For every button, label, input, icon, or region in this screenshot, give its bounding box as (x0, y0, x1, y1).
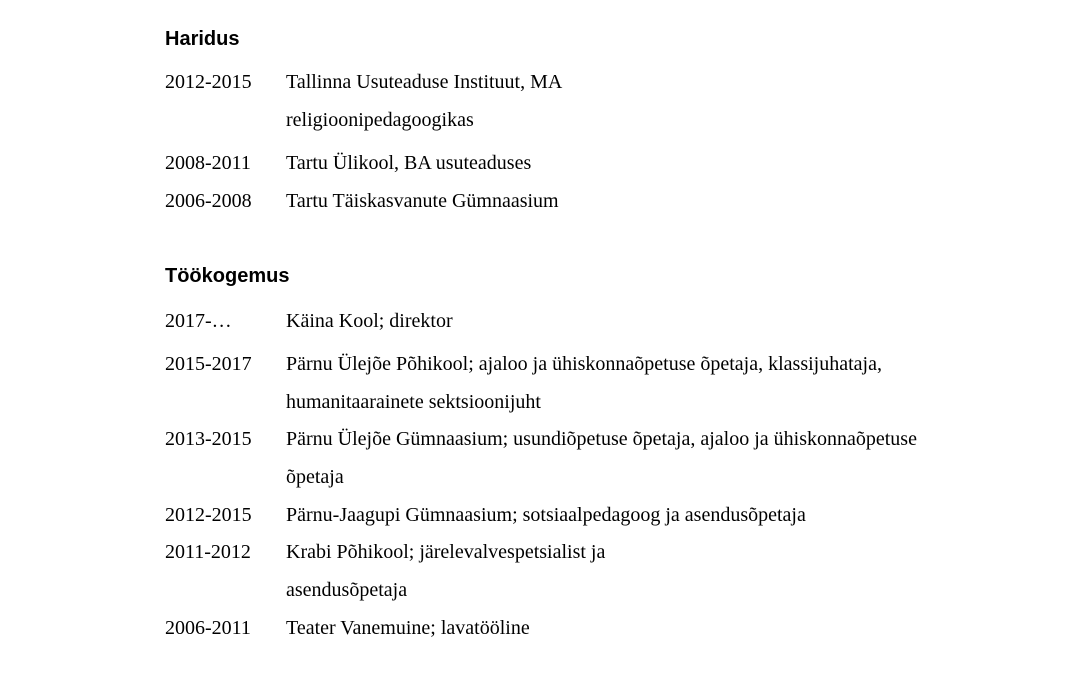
entry-years: 2006-2011 (165, 617, 251, 639)
entry-years: 2006-2008 (165, 190, 252, 212)
entry-text: humanitaarainete sektsioonijuht (286, 391, 541, 413)
entry-text: Krabi Põhikool; järelevalvespetsialist ja (286, 541, 606, 563)
entry-years: 2012-2015 (165, 504, 252, 526)
experience-heading: Töökogemus (165, 265, 290, 287)
education-heading: Haridus (165, 28, 240, 50)
entry-text: Tartu Ülikool, BA usuteaduses (286, 152, 532, 174)
entry-text: asendusõpetaja (286, 579, 408, 601)
entry-text: religioonipedagoogikas (286, 109, 474, 131)
entry-text: Teater Vanemuine; lavatööline (286, 617, 530, 639)
entry-text: Pärnu Ülejõe Põhikool; ajaloo ja ühiskonnaõpetuse õpetaja, klassijuhataja, (286, 353, 882, 375)
entry-text: Käina Kool; direktor (286, 310, 453, 332)
entry-text: Pärnu Ülejõe Gümnaasium; usundiõpetuse õpetaja, ajaloo ja ühiskonnaõpetuse (286, 428, 917, 450)
entry-text: õpetaja (286, 466, 344, 488)
entry-years: 2017-… (165, 310, 232, 332)
entry-years: 2013-2015 (165, 428, 252, 450)
entry-years: 2008-2011 (165, 152, 251, 174)
entry-years: 2011-2012 (165, 541, 251, 563)
entry-text: Tartu Täiskasvanute Gümnaasium (286, 190, 559, 212)
entry-text: Tallinna Usuteaduse Instituut, MA (286, 71, 563, 93)
entry-text: Pärnu-Jaagupi Gümnaasium; sotsiaalpedagoog ja asendusõpetaja (286, 504, 806, 526)
entry-years: 2015-2017 (165, 353, 252, 375)
entry-years: 2012-2015 (165, 71, 252, 93)
